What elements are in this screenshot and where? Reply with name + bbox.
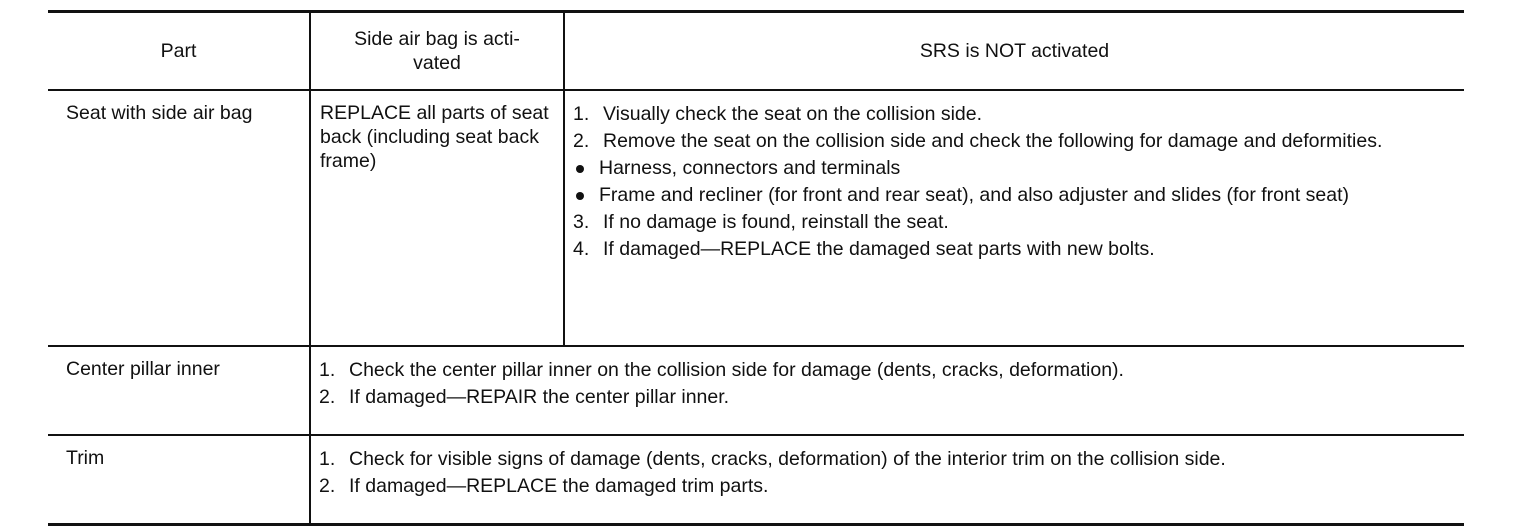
trim-step-2 — [319, 474, 1454, 498]
pillar-step-2 — [319, 385, 1454, 409]
step-text: If damaged—REPAIR the center pillar inner. — [349, 386, 730, 408]
bullet-text: Harness, connectors and terminals — [599, 157, 901, 179]
step-number: 3. — [573, 211, 590, 233]
bullet-dot-icon — [573, 156, 599, 180]
srs-inspection-table — [48, 10, 1464, 526]
step-number: 4. — [573, 238, 590, 260]
step-text: Remove the seat on the collision side and check the following for damage and deformities. — [603, 130, 1383, 152]
trim-step-1 — [319, 447, 1454, 471]
header-part: Part — [48, 12, 310, 91]
seat-step-3 — [573, 210, 1454, 234]
step-text: Check the center pillar inner on the collision side for damage (dents, cracks, deformation). — [349, 359, 1124, 381]
seat-step-4 — [573, 237, 1454, 261]
table-row-center-pillar-inner — [48, 346, 1464, 435]
header-side-air-bag-activated — [310, 12, 564, 91]
part-trim: Trim — [48, 435, 310, 525]
step-number: 2. — [319, 386, 336, 408]
srs-procedure-seat — [564, 90, 1464, 346]
table-row-seat — [48, 90, 1464, 346]
header-side-air-bag-text: Side air bag is acti- vated — [354, 28, 520, 74]
bullet-dot-icon — [573, 183, 599, 207]
step-text: Visually check the seat on the collision side. — [603, 103, 983, 125]
step-number: 1. — [573, 103, 590, 125]
step-text: If damaged—REPLACE the damaged seat parts with new bolts. — [603, 238, 1155, 260]
seat-bullet-harness — [573, 156, 1454, 180]
part-center-pillar-inner: Center pillar inner — [48, 346, 310, 435]
seat-step-2 — [573, 129, 1454, 153]
pillar-step-1 — [319, 358, 1454, 382]
procedure-center-pillar-inner — [310, 346, 1464, 435]
step-text: If damaged—REPLACE the damaged trim parts. — [349, 475, 769, 497]
procedure-trim — [310, 435, 1464, 525]
srs-inspection-sheet — [48, 10, 1464, 526]
table-row-trim — [48, 435, 1464, 525]
header-srs-not-activated: SRS is NOT activated — [564, 12, 1464, 91]
seat-bullet-frame — [573, 183, 1454, 207]
side-air-bag-action-seat: REPLACE all parts of seat back (including seat back frame) — [310, 90, 564, 346]
step-number: 1. — [319, 448, 336, 470]
part-seat-with-side-air-bag: Seat with side air bag — [48, 90, 310, 346]
step-number: 2. — [319, 475, 336, 497]
step-number: 2. — [573, 130, 590, 152]
seat-step-1 — [573, 102, 1454, 126]
table-header-row — [48, 12, 1464, 91]
step-text: Check for visible signs of damage (dents, cracks, deformation) of the interior trim on the collision side. — [349, 448, 1226, 470]
bullet-text: Frame and recliner (for front and rear seat), and also adjuster and slides (for front seat) — [599, 184, 1350, 206]
step-text: If no damage is found, reinstall the seat. — [603, 211, 949, 233]
step-number: 1. — [319, 359, 336, 381]
